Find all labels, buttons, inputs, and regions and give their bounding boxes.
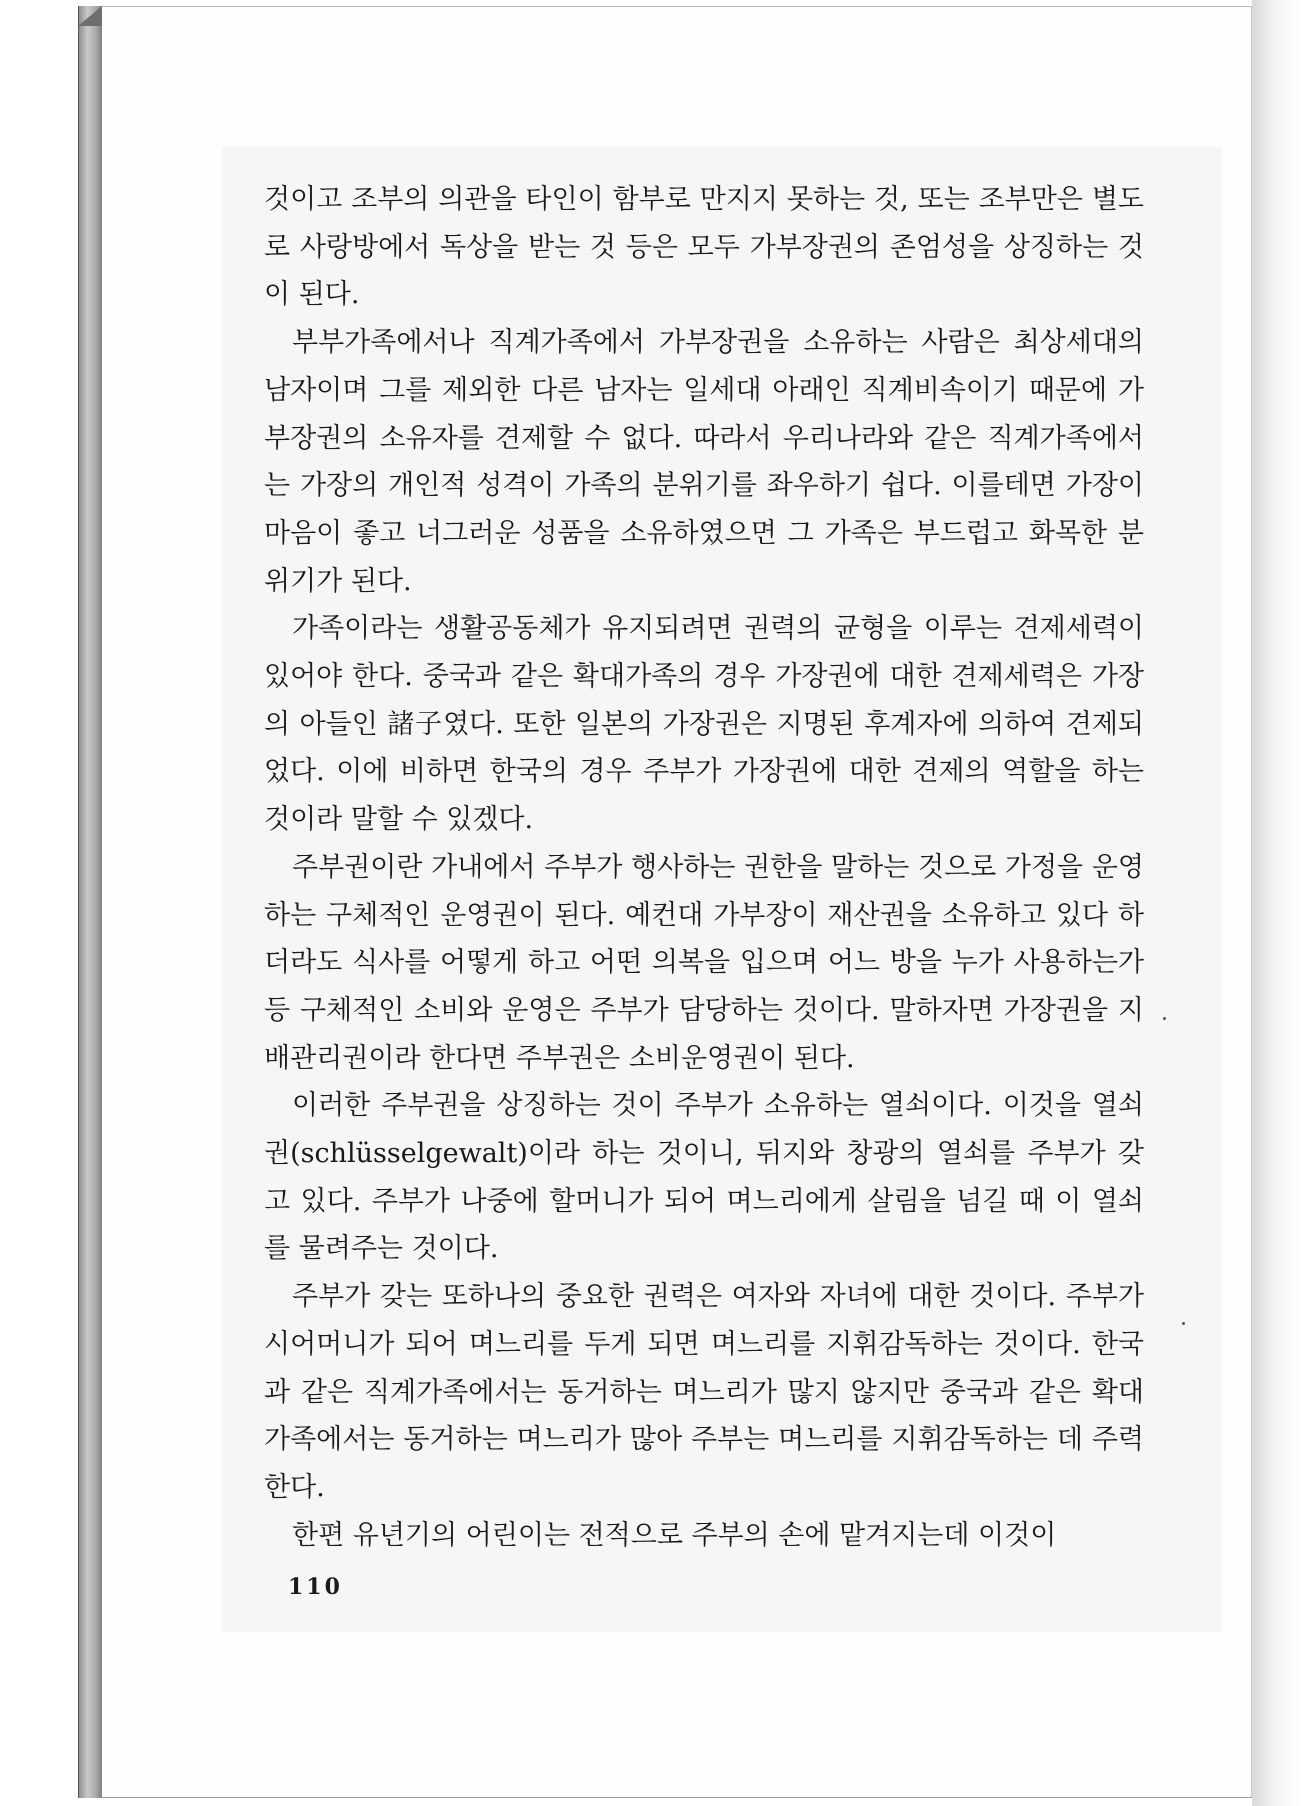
scan-speck (1163, 1017, 1166, 1020)
paragraph: 주부권이란 가내에서 주부가 행사하는 권한을 말하는 것으로 가정을 운영하는 구체적인 운영권이 된다. 예컨대 가부장이 재산권을 소유하고 있다 하더라도 식사를 어떻게 하고 어떤 의복을 입으며 어느 방을 누가 사용하는가 등 구체적인 소비와 운영은 주부가 담당하는 것이다. 말하자면 가장권을 지배관리권이라 한다면 주부권은 소비운영권이 된다. (264, 851, 1144, 1074)
paragraph: 부부가족에서나 직계가족에서 가부장권을 소유하는 사람은 최상세대의 남자이며 그를 제외한 다른 남자는 일세대 아래인 직계비속이기 때문에 가부장권의 소유자를 견제할 수 없다. 따라서 우리나라와 같은 직계가족에서는 가장의 개인적 성격이 가족의 분위기를 좌우하기 쉽다. 이를테면 가장이 마음이 좋고 너그러운 성품을 소유하였으면 그 가족은 부드럽고 화목한 분위기가 된다. (264, 327, 1144, 597)
scan-speck (1182, 1322, 1185, 1325)
paragraph: 이러한 주부권을 상징하는 것이 주부가 소유하는 열쇠이다. 이것을 열쇠권(schlüsselgewalt)이라 하는 것이니, 뒤지와 창광의 열쇠를 주부가 갖고 있다. 주부가 나중에 할머니가 되어 며느리에게 살림을 넘길 때 이 열쇠를 물려주는 것이다. (264, 1090, 1144, 1265)
paragraph: 가족이라는 생활공동체가 유지되려면 권력의 균형을 이루는 견제세력이 있어야 한다. 중국과 같은 확대가족의 경우 가장권에 대한 견제세력은 가장의 아들인 諸子였다. 또한 일본의 가장권은 지명된 후계자에 의하여 견제되었다. 이에 비하면 한국의 경우 주부가 가장권에 대한 견제의 역할을 하는 것이라 말할 수 있겠다. (264, 613, 1144, 836)
page-number: 110 (288, 1574, 343, 1600)
book-spine (78, 6, 103, 1798)
body-text (264, 176, 1144, 1559)
paragraph: 한편 유년기의 어린이는 전적으로 주부의 손에 맡겨지는데 이것이 (292, 1519, 1057, 1551)
paragraph: 주부가 갖는 또하나의 중요한 권력은 여자와 자녀에 대한 것이다. 주부가 시어머니가 되어 며느리를 두게 되면 며느리를 지휘감독하는 것이다. 한국과 같은 직계가족에서는 동거하는 며느리가 많지 않지만 중국과 같은 확대가족에서는 동거하는 며느리가 많아 주부는 며느리를 지휘감독하는 데 주력한다. (264, 1281, 1144, 1503)
page-shadow (1252, 0, 1302, 1806)
paragraph: 것이고 조부의 의관을 타인이 함부로 만지지 못하는 것, 또는 조부만은 별도로 사랑방에서 독상을 받는 것 등은 모두 가부장권의 존엄성을 상징하는 것이 된다. (264, 184, 1144, 311)
